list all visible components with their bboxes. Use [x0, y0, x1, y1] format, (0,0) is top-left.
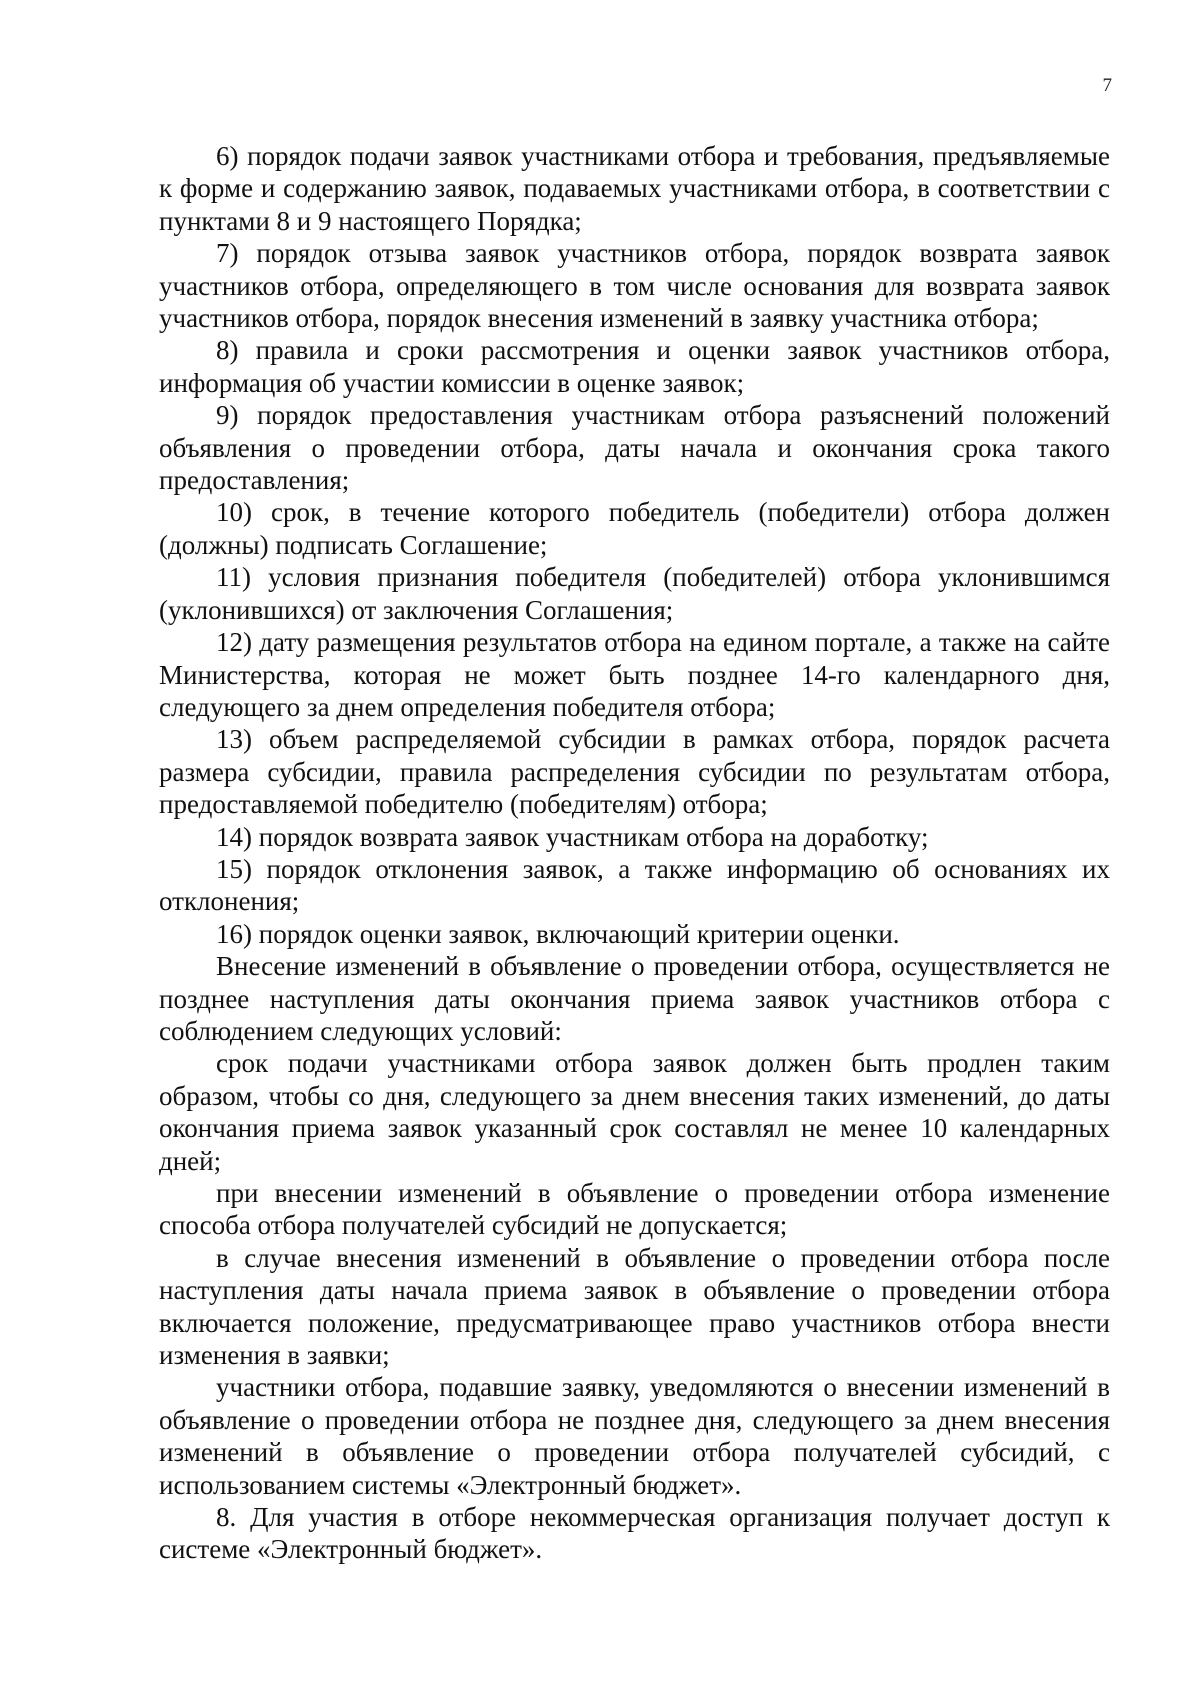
paragraph-item-11: 11) условия признания победителя (победителей) отбора уклонившимся (уклонившихся) от заключения Соглашения;: [159, 562, 1110, 625]
paragraph-item-7: 7) порядок отзыва заявок участников отбора, порядок возврата заявок участников отбора, определяющего в том числе основания для возврата заявок участников отбора, порядок внесения изменений в заявку участника отбора;: [159, 238, 1110, 334]
paragraph-condition-method: при внесении изменений в объявление о проведении отбора изменение способа отбора получателей субсидий не допускается;: [159, 1178, 1110, 1241]
paragraph-item-16: 16) порядок оценки заявок, включающий критерии оценки.: [216, 918, 900, 949]
paragraph-condition-deadline: срок подачи участниками отбора заявок должен быть продлен таким образом, чтобы со дня, следующего за днем внесения таких изменений, до даты окончания приема заявок указанный срок составлял не менее 10 календарных дней;: [159, 1048, 1110, 1176]
paragraph-item-12: 12) дату размещения результатов отбора на едином портале, а также на сайте Министерства, которая не может быть позднее 14-го календарного дня, следующего за днем определения победителя отбора;: [159, 627, 1110, 722]
paragraph-condition-changes: в случае внесения изменений в объявление о проведении отбора после наступления даты начала приема заявок в объявление о проведении отбора включается положение, предусматривающее право участников отбора внести изменения в заявки;: [159, 1242, 1110, 1371]
paragraph-item-10: 10) срок, в течение которого победитель (победители) отбора должен (должны) подписать Соглашение;: [159, 497, 1110, 560]
paragraph-item-6: 6) порядок подачи заявок участниками отбора и требования, предъявляемые к форме и содержанию заявок, подаваемых участниками отбора, в соответствии с пунктами 8 и 9 настоящего Порядка;: [159, 141, 1110, 236]
paragraph-item-8: 8) правила и сроки рассмотрения и оценки заявок участников отбора, информация об участии комиссии в оценке заявок;: [159, 335, 1110, 398]
paragraph-item-9: 9) порядок предоставления участникам отбора разъяснений положений объявления о проведении отбора, даты начала и окончания срока такого предоставления;: [159, 400, 1110, 496]
document-body: [159, 140, 1110, 1566]
page-number: 7: [1102, 75, 1112, 96]
paragraph-amendments-intro: Внесение изменений в объявление о проведении отбора, осуществляется не позднее наступления даты окончания приема заявок участников отбора с соблюдением следующих условий:: [159, 951, 1110, 1046]
paragraph-item-15: 15) порядок отклонения заявок, а также информацию об основаниях их отклонения;: [159, 853, 1110, 917]
paragraph-item-13: 13) объем распределяемой субсидии в рамках отбора, порядок расчета размера субсидии, правила распределения субсидии по результатам отбора, предоставляемой победителю (победителям) отбора;: [159, 724, 1110, 820]
paragraph-item-14: 14) порядок возврата заявок участникам отбора на доработку;: [216, 821, 929, 852]
paragraph-section-8: 8. Для участия в отборе некоммерческая организация получает доступ к системе «Электронный бюджет».: [159, 1502, 1110, 1565]
paragraph-condition-notification: участники отбора, подавшие заявку, уведомляются о внесении изменений в объявление о проведении отбора не позднее дня, следующего за днем внесения изменений в объявление о проведении отбора получателей субсидий, с использованием системы «Электронный бюджет».: [159, 1372, 1110, 1500]
